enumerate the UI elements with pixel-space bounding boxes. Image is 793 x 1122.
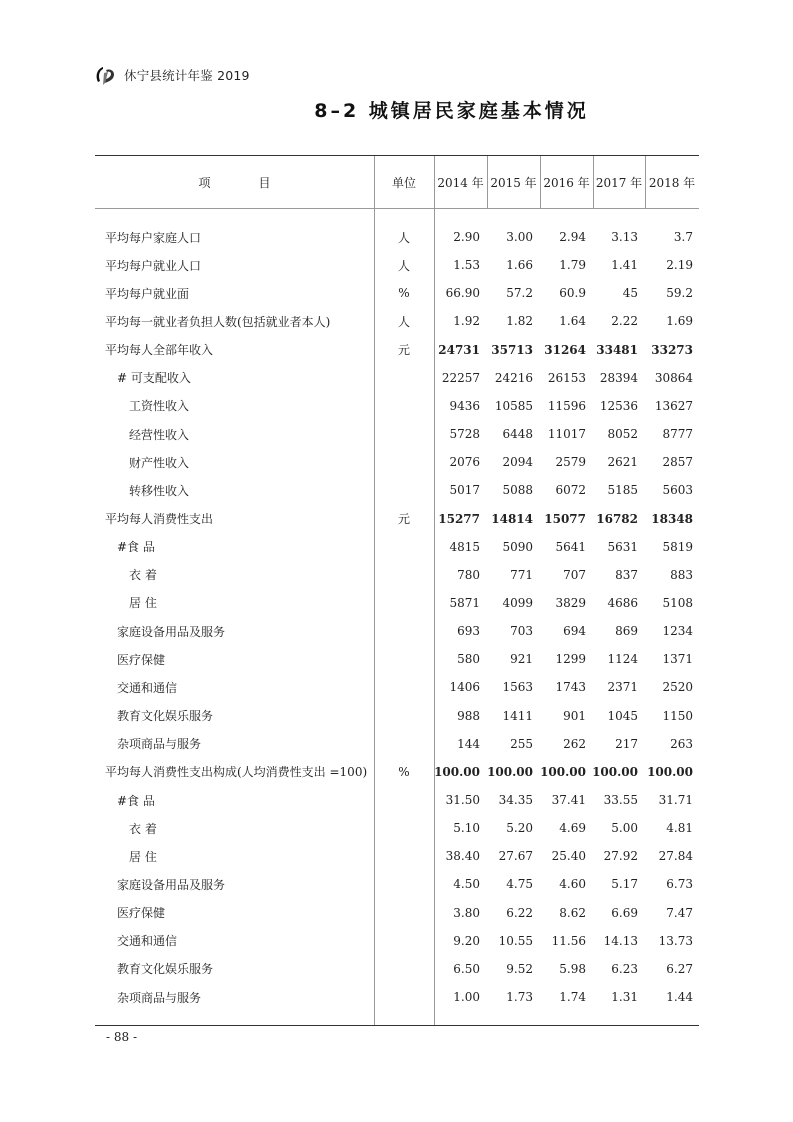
- cell-value: 100.00: [647, 764, 693, 779]
- cell-value: 9436: [449, 398, 480, 413]
- cell-value: 2621: [607, 455, 638, 470]
- header-divider: [95, 208, 699, 209]
- cell-value: 6.69: [611, 905, 638, 920]
- cell-value: 2.19: [666, 258, 693, 273]
- cell-value: 25.40: [551, 849, 586, 864]
- cell-value: 4815: [449, 539, 480, 554]
- cell-value: 3.13: [611, 230, 638, 244]
- running-header: [94, 64, 250, 86]
- row-unit: 元: [397, 343, 410, 358]
- cell-value: 11596: [547, 398, 586, 413]
- cell-value: 33481: [596, 342, 638, 357]
- page-title: 8–2 城镇居民家庭基本情况: [314, 100, 589, 122]
- table-row: [95, 786, 699, 814]
- cell-value: 13627: [654, 398, 693, 413]
- row-label: 教育文化娱乐服务: [117, 962, 214, 977]
- cell-value: 31.50: [445, 793, 480, 807]
- cell-value: 14814: [491, 511, 533, 526]
- row-label: 平均每人消费性支出: [105, 512, 214, 526]
- cell-value: 100.00: [540, 764, 586, 779]
- column-header-2017: 2017 年: [595, 175, 643, 190]
- cell-value: 2.90: [453, 230, 480, 244]
- cell-value: 3.00: [506, 230, 533, 244]
- cell-value: 1.44: [666, 990, 693, 1005]
- cell-value: 837: [615, 567, 638, 582]
- cell-value: 31264: [544, 342, 586, 357]
- column-header-2016: 2016 年: [543, 175, 590, 190]
- cell-value: 11017: [547, 427, 586, 442]
- row-label: 教育文化娱乐服务: [117, 709, 214, 724]
- cell-value: 5.00: [611, 821, 638, 836]
- cell-value: 4686: [607, 595, 638, 610]
- row-label: 平均每户就业人口: [105, 258, 202, 273]
- row-label: 平均每户家庭人口: [105, 230, 202, 245]
- table-row: [95, 561, 699, 589]
- table-row: [95, 476, 699, 504]
- cell-value: 8.62: [559, 905, 586, 920]
- cell-value: 33.55: [603, 793, 638, 807]
- table-row: [95, 589, 699, 617]
- cell-value: 11.56: [551, 933, 586, 948]
- table-row: [95, 870, 699, 898]
- cell-value: 6448: [502, 427, 533, 442]
- cell-value: 4.60: [559, 877, 586, 892]
- cell-value: 15077: [544, 511, 586, 526]
- cell-value: 100.00: [434, 764, 480, 779]
- cell-value: 15277: [438, 511, 480, 526]
- cell-value: 883: [670, 567, 693, 582]
- cell-value: 1.00: [453, 990, 480, 1005]
- cell-value: 22257: [441, 370, 480, 385]
- cell-value: 4.75: [506, 877, 533, 892]
- column-header-item: 项 目: [198, 175, 271, 190]
- cell-value: 1.69: [666, 314, 693, 329]
- row-label: 居 住: [129, 596, 157, 611]
- cell-value: 1.73: [506, 990, 533, 1005]
- table-row: [95, 505, 699, 533]
- cell-value: 1563: [502, 680, 533, 695]
- cell-value: 59.2: [666, 286, 693, 301]
- table-row: [95, 927, 699, 955]
- cell-value: 4.50: [453, 877, 480, 892]
- cell-value: 33273: [651, 342, 693, 357]
- cell-value: 1.79: [559, 258, 586, 273]
- table-row: [95, 364, 699, 392]
- cell-value: 217: [615, 736, 638, 751]
- cell-value: 5017: [449, 483, 480, 498]
- table-row: [95, 983, 699, 1011]
- table-row: [95, 223, 699, 251]
- row-label: 平均每一就业者负担人数(包括就业者本人): [105, 314, 331, 329]
- table-row: [95, 617, 699, 645]
- table-row: [95, 251, 699, 279]
- cell-value: 263: [670, 736, 693, 751]
- cell-value: 1.64: [559, 314, 586, 329]
- cell-value: 5.17: [611, 877, 638, 892]
- cell-value: 869: [615, 624, 638, 639]
- cell-value: 100.00: [592, 764, 638, 779]
- row-label: 家庭设备用品及服务: [117, 624, 226, 639]
- cell-value: 35713: [491, 342, 533, 357]
- cell-value: 14.13: [603, 933, 638, 948]
- table-row: [95, 842, 699, 870]
- row-label: 交通和通信: [117, 680, 178, 695]
- book-title: 休宁县统计年鉴 2019: [124, 68, 250, 83]
- cell-value: 1.66: [506, 258, 533, 273]
- cell-value: 255: [510, 736, 533, 751]
- cell-value: 6.23: [611, 961, 638, 976]
- cell-value: 5819: [662, 539, 693, 554]
- cell-value: 100.00: [487, 764, 533, 779]
- cell-value: 7.47: [666, 905, 693, 920]
- cell-value: 2579: [555, 455, 586, 470]
- row-label: 经营性收入: [129, 427, 190, 442]
- cell-value: 1124: [607, 652, 638, 667]
- cell-value: 3.7: [673, 230, 693, 244]
- table-row: [95, 392, 699, 420]
- cell-value: 901: [563, 708, 586, 723]
- table-row: [95, 279, 699, 307]
- cell-value: 580: [457, 652, 480, 667]
- row-label: 平均每户就业面: [105, 286, 190, 301]
- row-label: #食 品: [117, 793, 155, 808]
- cell-value: 38.40: [445, 849, 480, 864]
- cell-value: 2857: [662, 455, 693, 470]
- cell-value: 2371: [607, 680, 638, 695]
- cell-value: 4.69: [559, 821, 586, 836]
- cell-value: 31.71: [658, 793, 693, 807]
- cell-value: 26153: [547, 370, 586, 385]
- row-unit: %: [398, 286, 410, 301]
- cell-value: 13.73: [658, 933, 693, 948]
- row-label: 居 住: [129, 849, 157, 864]
- cell-value: 693: [457, 624, 480, 639]
- table-row: [95, 307, 699, 335]
- cell-value: 2520: [662, 680, 693, 695]
- cell-value: 771: [510, 567, 533, 582]
- cell-value: 6.22: [506, 905, 533, 920]
- row-unit: 人: [397, 314, 410, 329]
- cell-value: 3.80: [453, 905, 480, 920]
- cell-value: 5631: [607, 539, 638, 554]
- cell-value: 4.81: [666, 821, 693, 836]
- row-label: 杂项商品与服务: [117, 990, 202, 1005]
- cell-value: 10585: [494, 398, 533, 413]
- cell-value: 34.35: [498, 793, 533, 807]
- cell-value: 921: [510, 652, 533, 667]
- cell-value: 1.31: [611, 990, 638, 1005]
- cell-value: 5728: [449, 427, 480, 442]
- cell-value: 9.52: [506, 961, 533, 976]
- cell-value: 707: [563, 567, 586, 582]
- cell-value: 1150: [662, 708, 693, 723]
- cell-value: 2094: [502, 455, 533, 470]
- cell-value: 6072: [555, 483, 586, 498]
- row-label: 转移性收入: [129, 483, 190, 498]
- cell-value: 1411: [502, 708, 533, 723]
- cell-value: 262: [563, 736, 586, 751]
- column-header-2014: 2014 年: [437, 175, 484, 190]
- cell-value: 6.27: [666, 961, 693, 976]
- cell-value: 780: [457, 567, 480, 582]
- table-row: [95, 645, 699, 673]
- row-unit: %: [398, 764, 410, 779]
- row-label: 衣 着: [129, 821, 157, 836]
- row-unit: 人: [397, 258, 410, 273]
- cell-value: 5090: [502, 539, 533, 554]
- cell-value: 1234: [662, 624, 693, 639]
- cell-value: 16782: [596, 511, 638, 526]
- cell-value: 5108: [662, 595, 693, 610]
- cell-value: 5088: [502, 483, 533, 498]
- cell-value: 1371: [662, 652, 693, 667]
- cell-value: 18348: [651, 511, 693, 526]
- cell-value: 144: [457, 736, 480, 751]
- row-label: 工资性收入: [129, 399, 190, 414]
- cell-value: 5.98: [559, 961, 586, 976]
- cell-value: 1.82: [506, 314, 533, 329]
- row-label: # 可支配收入: [117, 371, 191, 386]
- cell-value: 5641: [555, 539, 586, 554]
- cell-value: 8777: [662, 427, 693, 442]
- cell-value: 37.41: [551, 793, 586, 807]
- table-row: [95, 420, 699, 448]
- cell-value: 12536: [599, 398, 638, 413]
- cell-value: 24216: [494, 370, 533, 385]
- table-row: [95, 336, 699, 364]
- row-label: 医疗保健: [117, 906, 166, 921]
- row-label: #食 品: [117, 540, 155, 555]
- cell-value: 8052: [607, 427, 638, 442]
- page-number: - 88 -: [106, 1030, 138, 1044]
- cell-value: 27.92: [603, 849, 638, 864]
- cell-value: 1406: [449, 680, 480, 695]
- cell-value: 1.74: [559, 990, 586, 1005]
- cell-value: 694: [563, 624, 586, 639]
- cell-value: 1.41: [611, 258, 638, 273]
- cell-value: 2.22: [611, 314, 638, 329]
- table-row: [95, 814, 699, 842]
- table-row: [95, 533, 699, 561]
- cell-value: 66.90: [445, 286, 480, 301]
- cell-value: 5185: [607, 483, 638, 498]
- cell-value: 10.55: [498, 933, 533, 948]
- cell-value: 1045: [607, 708, 638, 723]
- row-unit: 元: [397, 512, 410, 526]
- row-label: 平均每人全部年收入: [105, 343, 214, 358]
- table-row: [95, 899, 699, 927]
- table-row: [95, 730, 699, 758]
- yearbook-logo-icon: [94, 64, 118, 86]
- cell-value: 3829: [555, 595, 586, 610]
- table-row: [95, 955, 699, 983]
- cell-value: 30864: [654, 370, 693, 385]
- cell-value: 27.67: [498, 849, 533, 864]
- cell-value: 6.50: [453, 961, 480, 976]
- cell-value: 2076: [449, 455, 480, 470]
- cell-value: 1.92: [453, 314, 480, 329]
- cell-value: 5.10: [453, 821, 480, 836]
- cell-value: 28394: [599, 370, 638, 385]
- row-label: 杂项商品与服务: [117, 737, 202, 752]
- cell-value: 24731: [438, 342, 480, 357]
- table-row: [95, 673, 699, 701]
- cell-value: 5871: [449, 595, 480, 610]
- cell-value: 60.9: [559, 286, 586, 301]
- table-row: [95, 702, 699, 730]
- cell-value: 57.2: [506, 286, 533, 301]
- row-label: 家庭设备用品及服务: [117, 877, 226, 892]
- row-label: 财产性收入: [129, 455, 190, 470]
- row-label: 医疗保健: [117, 652, 166, 667]
- cell-value: 5603: [662, 483, 693, 498]
- cell-value: 45: [622, 286, 638, 301]
- table-row: [95, 448, 699, 476]
- row-label: 交通和通信: [117, 934, 178, 949]
- cell-value: 703: [510, 624, 533, 639]
- cell-value: 4099: [502, 595, 533, 610]
- row-label: 平均每人消费性支出构成(人均消费性支出 =100): [105, 765, 368, 780]
- cell-value: 988: [457, 708, 480, 723]
- cell-value: 9.20: [453, 933, 480, 948]
- column-header-2018: 2018 年: [648, 175, 696, 190]
- row-label: 衣 着: [129, 568, 157, 583]
- cell-value: 6.73: [666, 877, 693, 892]
- cell-value: 5.20: [506, 821, 533, 836]
- statistics-table: [95, 155, 699, 1026]
- column-header-2015: 2015 年: [490, 175, 537, 190]
- table-row: [95, 758, 699, 786]
- cell-value: 1299: [555, 652, 586, 667]
- cell-value: 2.94: [559, 230, 586, 244]
- cell-value: 27.84: [658, 849, 693, 864]
- column-header-unit: 单位: [391, 175, 416, 190]
- row-unit: 人: [397, 230, 410, 245]
- cell-value: 1.53: [453, 258, 480, 273]
- cell-value: 1743: [555, 680, 586, 695]
